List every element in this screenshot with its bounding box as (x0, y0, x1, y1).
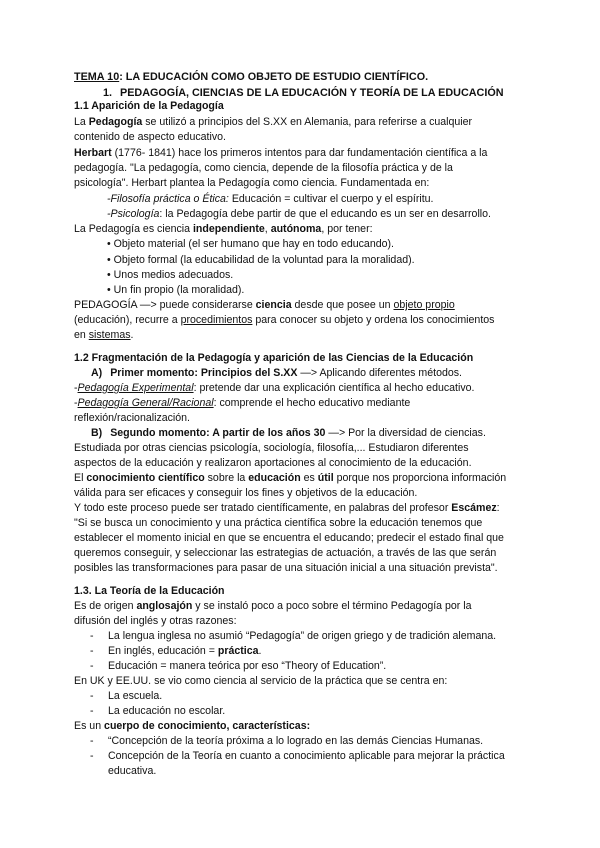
bullet-item: • Unos medios adecuados. (107, 269, 234, 281)
reason-item: En inglés, educación = práctica. (108, 645, 262, 657)
section-1-heading: 1. PEDAGOGÍA, CIENCIAS DE LA EDUCACIÓN Y TEORÍA DE LA EDUCACIÓN (103, 87, 504, 99)
list-dash: - (90, 645, 94, 657)
subsection-1-2-heading: 1.2 Fragmentación de la Pedagogía y aparición de las Ciencias de la Educación (74, 352, 474, 364)
paragraph-line: reflexión/racionalización. (74, 412, 191, 424)
quote-line: establecer el momento inicial en que se encuentra el educando; predecir el estado final que (74, 532, 504, 544)
list-dash: - (90, 690, 94, 702)
paragraph-line: -Pedagogía General/Racional: comprende el hecho educativo mediante (74, 397, 411, 409)
quote-line: posibles las transformaciones para pasar de una situación inicial a una situación prevista". (74, 562, 498, 574)
document-title: TEMA 10: LA EDUCACIÓN COMO OBJETO DE ESTUDIO CIENTÍFICO. (74, 71, 429, 83)
bullet-item: • Objeto material (el ser humano que hay en todo educando). (107, 238, 394, 250)
paragraph-line: La Pedagogía se utilizó a principios del S.XX en Alemania, para referirse a cualquier (74, 116, 473, 128)
paragraph-line: contenido de aspecto educativo. (74, 131, 226, 143)
list-dash: - (90, 735, 94, 747)
reason-item: Educación = manera teórica por eso “Theory of Education”. (108, 660, 387, 672)
list-dash: - (90, 750, 94, 762)
foundation-item: -Psicología: la Pedagogía debe partir de que el educando es un ser en desarrollo. (107, 208, 491, 220)
paragraph-line: Estudiada por otras ciencias psicología, sociología, filosofía,... Estudiaron diferentes (74, 442, 469, 454)
moment-b: B) Segundo momento: A partir de los años 30 —> Por la diversidad de ciencias. (91, 427, 486, 439)
bullet-item: • Objeto formal (la educabilidad de la voluntad para la moralidad). (107, 254, 415, 266)
paragraph-line: Herbart (1776- 1841) hace los primeros intentos para dar fundamentación científica a la (74, 147, 488, 159)
paragraph-line: válida para ser eficaces y conseguir los fines y objetivos de la educación. (74, 487, 418, 499)
paragraph-line: Es de origen anglosajón y se instaló poco a poco sobre el término Pedagogía por la (74, 600, 472, 612)
paragraph-line: en sistemas. (74, 329, 134, 341)
subsection-1-1-heading: 1.1 Aparición de la Pedagogía (74, 100, 224, 112)
characteristic-item: “Concepción de la teoría próxima a lo logrado en las demás Ciencias Humanas. (108, 735, 484, 747)
paragraph-line: difusión del inglés y otras razones: (74, 615, 237, 627)
list-dash: - (90, 630, 94, 642)
quote-line: queremos conseguir, y seleccionar las estrategias de actuación, a través de las que serán (74, 547, 497, 559)
paragraph-line: (educación), recurre a procedimientos para conocer su objeto y ordena los conocimientos (74, 314, 495, 326)
paragraph-line: Es un cuerpo de conocimiento, características: (74, 720, 311, 732)
quote-line: "Si se busca un conocimiento y una práctica científica sobre la educación tenemos que (74, 517, 483, 529)
list-dash: - (90, 705, 94, 717)
paragraph-line: La Pedagogía es ciencia independiente, autónoma, por tener: (74, 223, 373, 235)
paragraph-line: En UK y EE.UU. se vio como ciencia al servicio de la práctica que se centra en: (74, 675, 448, 687)
characteristic-item-cont: educativa. (108, 765, 157, 777)
bullet-item: • Un fin propio (la moralidad). (107, 284, 245, 296)
paragraph-line: El conocimiento científico sobre la educación es útil porque nos proporciona información (74, 472, 507, 484)
paragraph-line: psicología". Herbart plantea la Pedagogía como ciencia. Fundamentada en: (74, 177, 430, 189)
reason-item: La lengua inglesa no asumió “Pedagogía” de origen griego y de tradición alemana. (108, 630, 497, 642)
characteristic-item: Concepción de la Teoría en cuanto a conocimiento aplicable para mejorar la práctica (108, 750, 505, 762)
moment-a: A) Primer momento: Principios del S.XX —> Aplicando diferentes métodos. (91, 367, 462, 379)
paragraph-line: -Pedagogía Experimental: pretende dar una explicación científica al hecho educativo. (74, 382, 475, 394)
center-item: La educación no escolar. (108, 705, 226, 717)
paragraph-line: Y todo este proceso puede ser tratado científicamente, en palabras del profesor Escámez: (74, 502, 500, 514)
paragraph-line: PEDAGOGÍA —> puede considerarse ciencia desde que posee un objeto propio (74, 299, 455, 311)
paragraph-line: pedagogía. "La pedagogía, como ciencia, depende de la filosofía práctica y de la (74, 162, 453, 174)
subsection-1-3-heading: 1.3. La Teoría de la Educación (74, 585, 225, 597)
paragraph-line: aspectos de la educación y realizaron aportaciones al conocimiento de la educación. (74, 457, 472, 469)
title-label: TEMA 10 (74, 71, 120, 83)
list-dash: - (90, 660, 94, 672)
foundation-item: -Filosofía práctica o Ética: Educación = cultivar el cuerpo y el espíritu. (107, 193, 434, 205)
center-item: La escuela. (108, 690, 163, 702)
